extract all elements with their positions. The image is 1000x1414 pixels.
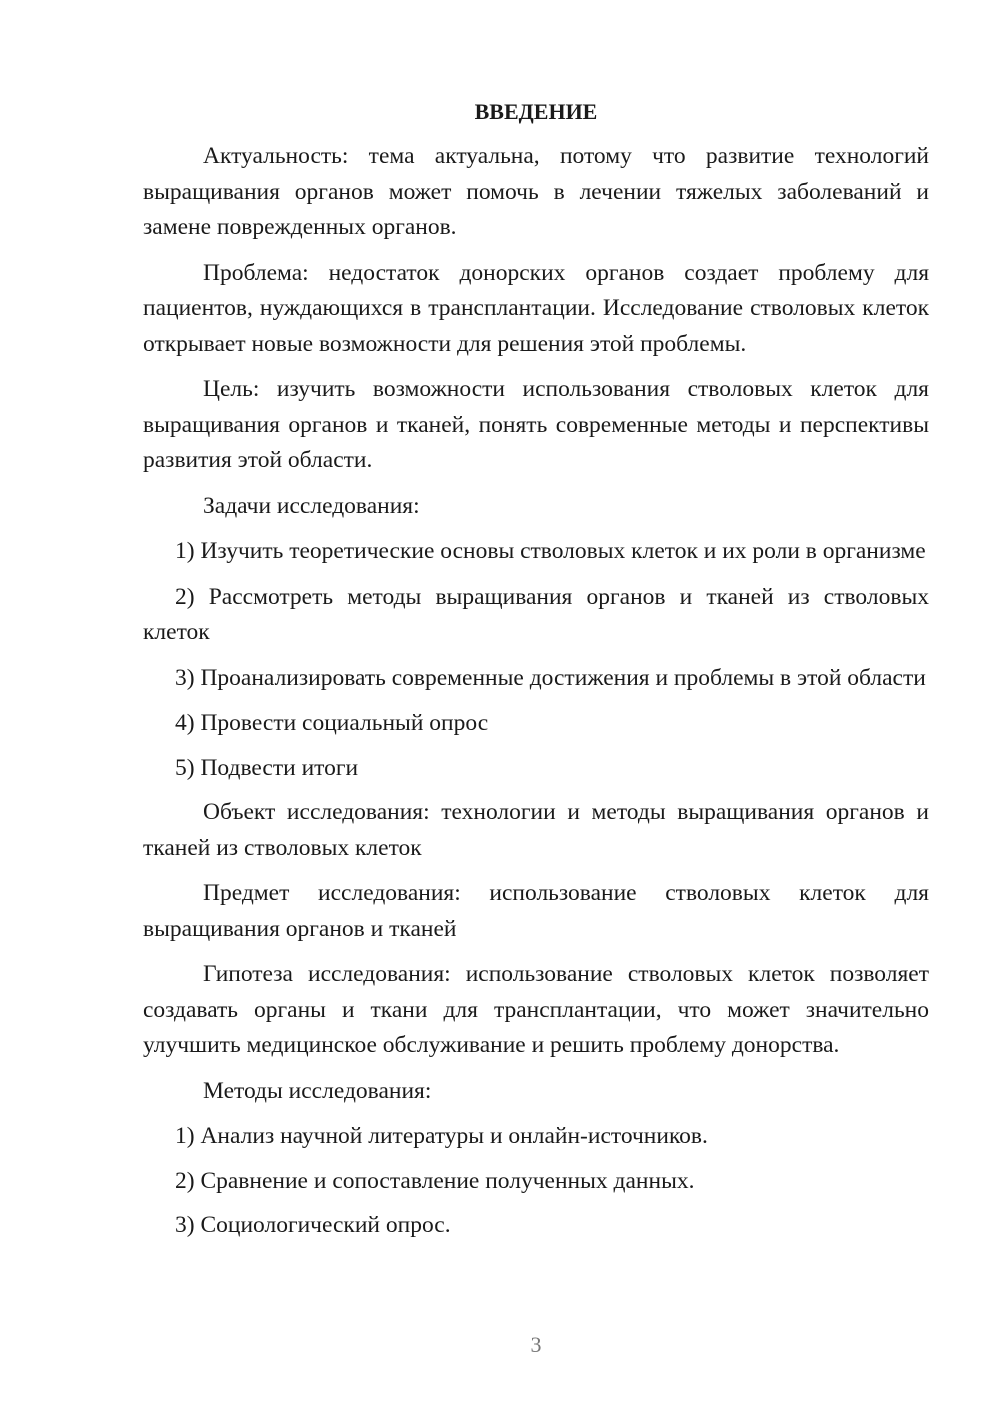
hypothesis-paragraph: Гипотеза исследования: использование стволовых клеток позволяет создавать органы и ткани для трансплантации, что может значительно улучшить медицинское обслуживание и решить проблему донорства. <box>143 961 929 1058</box>
task-item: 1) Изучить теоретические основы стволовых клеток и их роли в организме <box>175 538 926 564</box>
relevance-paragraph: Актуальность: тема актуальна, потому что развитие технологий выращивания органов может помочь в лечении тяжелых заболеваний и замене поврежденных органов. <box>143 143 929 240</box>
method-item: 1) Анализ научной литературы и онлайн-источников. <box>175 1123 708 1149</box>
goal-paragraph: Цель: изучить возможности использования стволовых клеток для выращивания органов и тканей, понять современные методы и перспективы развития этой области. <box>143 376 929 473</box>
problem-paragraph: Проблема: недостаток донорских органов создает проблему для пациентов, нуждающихся в трансплантации. Исследование стволовых клеток открывает новые возможности для решения этой проблемы. <box>143 259 929 357</box>
method-item: 2) Сравнение и сопоставление полученных данных. <box>175 1167 695 1194</box>
page-number: 3 <box>530 1332 542 1357</box>
task-item: 3) Проанализировать современные достижения и проблемы в этой области <box>175 664 926 691</box>
object-paragraph: Объект исследования: технологии и методы выращивания органов и тканей из стволовых клеток <box>143 799 929 861</box>
task-item: 4) Провести социальный опрос <box>175 710 489 736</box>
page-content <box>143 94 929 1253</box>
task-item: 2) Рассмотреть методы выращивания органов и тканей из стволовых клеток <box>143 583 929 645</box>
tasks-heading: Задачи исследования: <box>203 492 420 519</box>
task-item: 5) Подвести итоги <box>175 754 359 781</box>
page-title: ВВЕДЕНИЕ <box>474 99 598 124</box>
method-item: 3) Социологический опрос. <box>175 1212 451 1238</box>
subject-paragraph: Предмет исследования: использование стволовых клеток для выращивания органов и тканей <box>143 880 929 942</box>
methods-heading: Методы исследования: <box>203 1077 432 1104</box>
